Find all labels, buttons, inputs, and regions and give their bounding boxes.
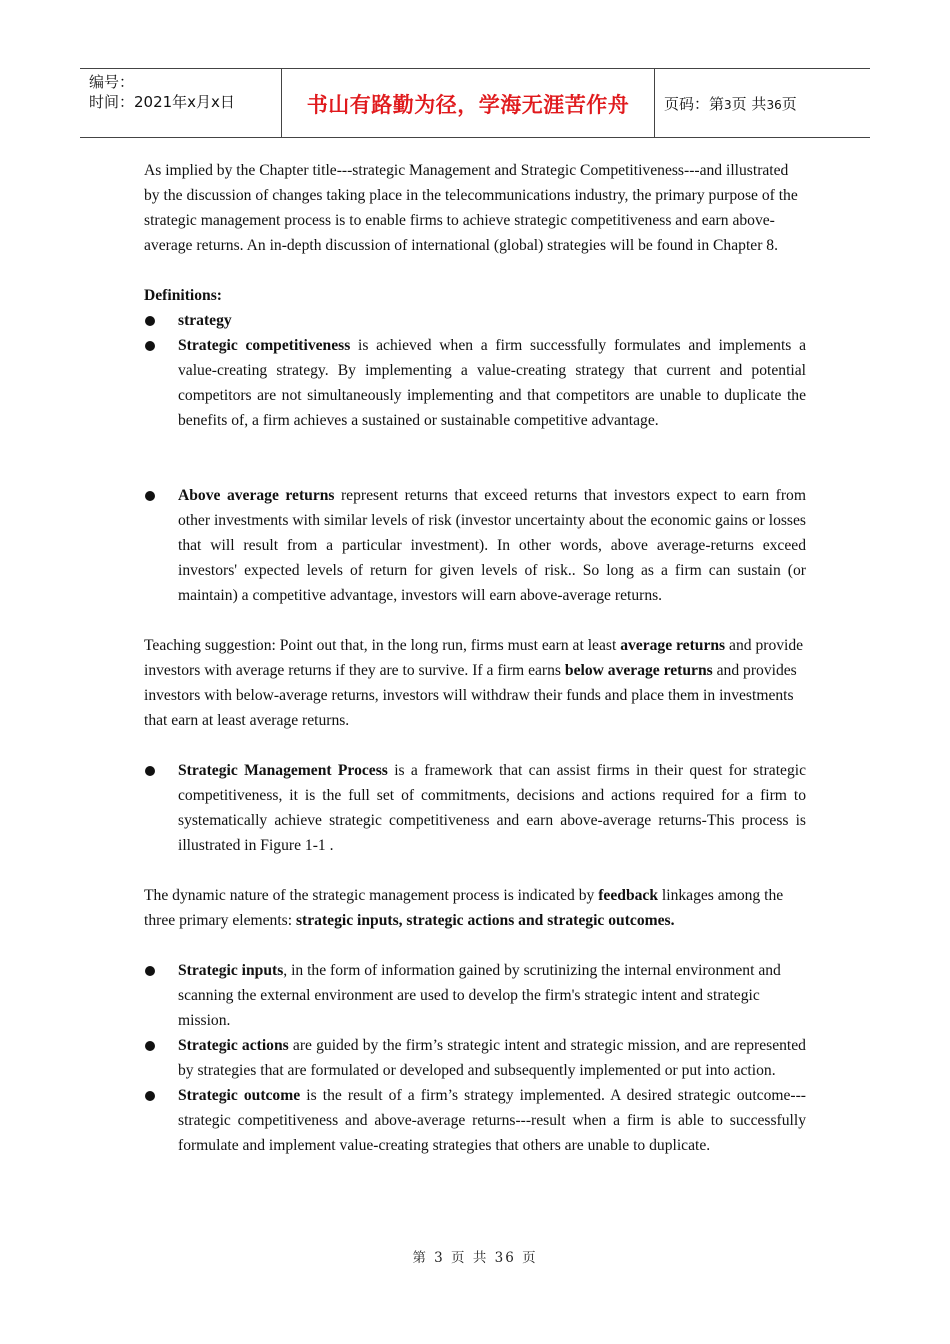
definition-term: strategy [178,312,232,329]
definition-term: Strategic competitiveness [178,337,351,354]
bullet-icon [145,491,155,501]
definition-term: Strategic actions [178,1037,289,1054]
document-body [144,158,806,1158]
definition-text: , in the form of information gained by scrutinizing the internal environment and scanning the external environment are used to develop the firm's strategic intent and strategic mission. [178,962,781,1029]
process-list [144,758,806,858]
list-item [144,1033,806,1083]
definition-term: Strategic outcome [178,1087,301,1104]
definition-term: Strategic Management Process [178,762,388,779]
definitions-list [144,308,806,608]
page-label: 页码：第 [664,95,725,113]
bullet-icon [145,1091,155,1101]
spacer [144,458,806,483]
motto: 书山有路勤为径，学海无涯苦作舟 [306,93,630,117]
definition-text: are guided by the firm’s strategic intent and strategic mission, and are represented by strategies that are formulated or developed and subsequently implemented or put into action. [178,1037,806,1079]
header-motto-cell [282,69,655,137]
list-item [144,758,806,858]
page-header [80,68,870,138]
list-item [144,958,806,1033]
intro-paragraph: As implied by the Chapter title---strategic Management and Strategic Competitiveness---and illustrated by the discussion of changes taking place in the telecommunications industry, the primary purpose of the strategic management process is to enable firms to achieve strategic competitiveness and earn above-average returns. An in-depth discussion of international (global) strategies will be found in Chapter 8. [144,162,798,254]
elements-list [144,958,806,1158]
page-number-info [664,93,797,114]
page-total: 36 [766,98,782,112]
definition-text: is achieved when a firm successfully formulates and implements a value-creating strategy. By implementing a value-creating strategy that current and potential competitors are not simultaneously implementing and that competitors are unable to duplicate the benefits of, a firm achieves a sustained or sustainable competitive advantage. [178,337,806,429]
header-meta-cell [80,69,282,137]
list-item [144,1083,806,1158]
page-current: 3 [724,98,732,112]
list-item [144,333,806,433]
bullet-icon [145,341,155,351]
page-footer: 第 3 页 共 36 页 [412,1250,538,1266]
serial-number-label: 编号： [89,73,135,91]
definition-term: Strategic inputs [178,962,284,979]
teaching-suggestion: Teaching suggestion: Point out that, in the long run, firms must earn at least average returns and provide investors with average returns if they are to survive. If a firm earns below average returns and provides investors with below-average returns, investors will withdraw their funds and place them in investments that earn at least average returns. [144,637,804,729]
definitions-heading: Definitions: [144,287,222,304]
page-mid: 页 共 [731,95,767,113]
page-end: 页 [781,95,797,113]
definition-text: is a framework that can assist firms in their quest for strategic competitiveness, it is the full set of commitments, decisions and actions required for a firm to systematically achieve strategic competitiveness and earn above-average returns-This process is illustrated in Figure 1-1 . [178,762,806,854]
definition-text: represent returns that exceed returns that investors expect to earn from other investments with similar levels of risk (investor uncertainty about the economic gains or losses that will result from a particular investment). In other words, above average-returns exceed investors' expected levels of return for given levels of risk.. So long as a firm can sustain (or maintain) a competitive advantage, investors will earn above-average returns. [178,487,806,604]
list-item [144,308,806,333]
definition-text: is the result of a firm’s strategy implemented. A desired strategic outcome---strategic competitiveness and above-average returns---result when a firm is able to successfully formulate and implement value-creating strategies that others are unable to duplicate. [178,1087,806,1154]
definition-term: Above average returns [178,487,335,504]
bullet-icon [145,316,155,326]
bullet-icon [145,766,155,776]
header-page-cell [655,69,870,137]
spacer [144,433,806,458]
bullet-icon [145,1041,155,1051]
list-item [144,483,806,608]
date-label: 时间：2021年x月x日 [89,93,235,111]
dynamic-paragraph: The dynamic nature of the strategic management process is indicated by feedback linkages among the three primary elements: strategic inputs, strategic actions and strategic outcomes. [144,887,784,929]
bullet-icon [145,966,155,976]
